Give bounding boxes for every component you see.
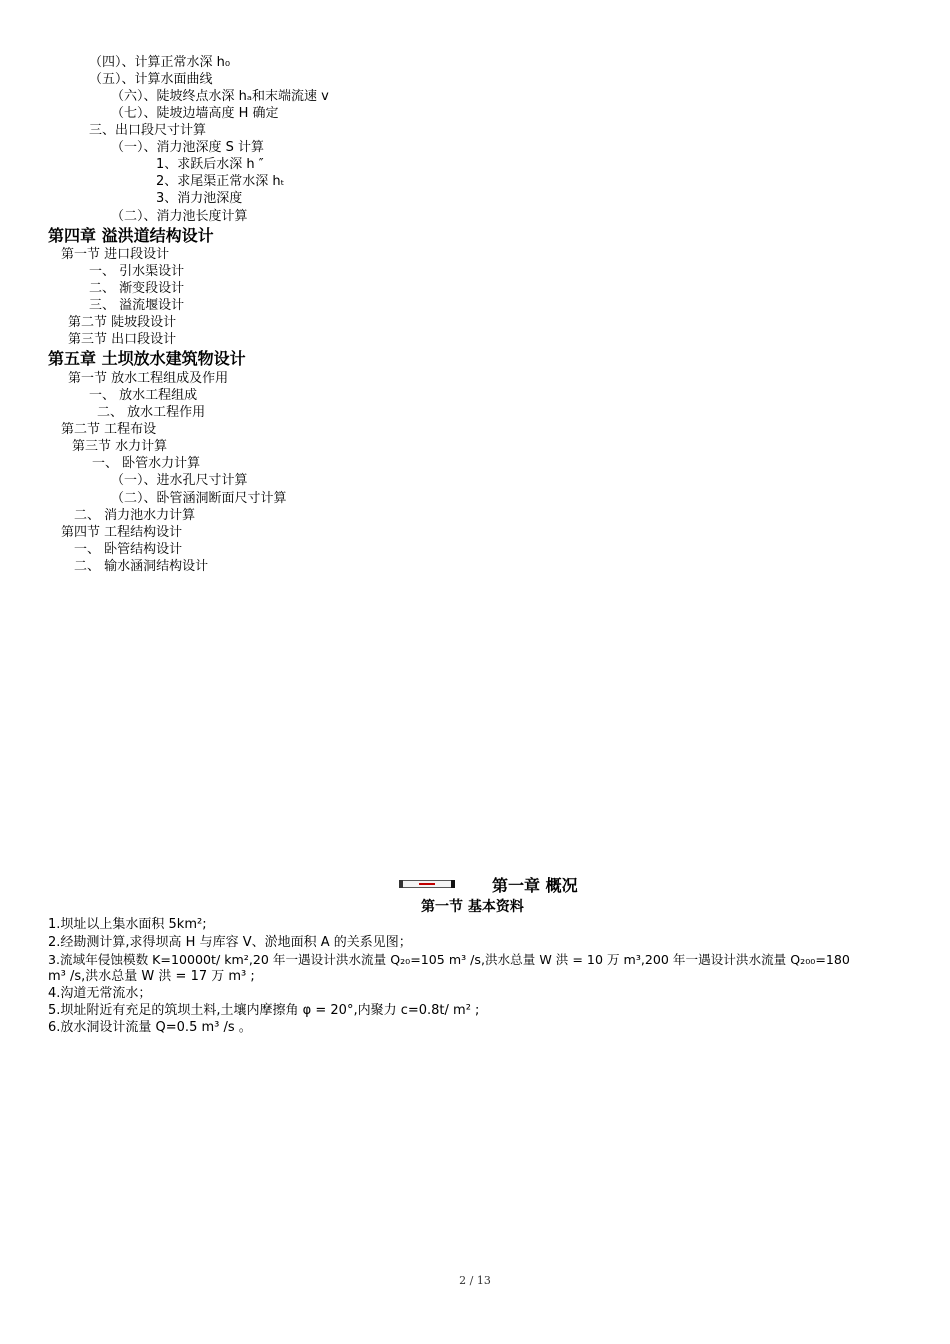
toc-chapter-4: 第四章 溢洪道结构设计 bbox=[48, 226, 214, 245]
toc-item-5-3-1-2: （二）、卧管涵洞断面尺寸计算 bbox=[111, 491, 287, 506]
toc-entry-3: 三、出口段尺寸计算 bbox=[89, 123, 207, 138]
body-line-2: 2.经勘测计算,求得坝高 H 与库容 V、淤地面积 A 的关系见图； bbox=[48, 935, 412, 950]
toc-entry-4-7: （七）、陡坡边墙高度 H 确定 bbox=[111, 106, 279, 121]
toc-entry-3-1-1: 1、求跃后水深 h ″ bbox=[156, 157, 264, 172]
toc-item-5-3-1: 一、 卧管水力计算 bbox=[92, 456, 201, 471]
toc-item-4-1-2: 二、 渐变段设计 bbox=[89, 281, 185, 296]
body-line-4: m³ /s,洪水总量 W 洪 = 17 万 m³ ; bbox=[48, 969, 255, 984]
toc-item-4-1-3: 三、 溢流堰设计 bbox=[89, 298, 185, 313]
body-line-1: 1.坝址以上集水面积 5km²; bbox=[48, 917, 207, 932]
toc-item-5-4-1: 一、 卧管结构设计 bbox=[74, 542, 183, 557]
toc-section-4-2: 第二节 陡坡段设计 bbox=[68, 315, 177, 330]
toc-section-4-3: 第三节 出口段设计 bbox=[68, 332, 177, 347]
toc-entry-3-1-2: 2、求尾渠正常水深 hₜ bbox=[156, 174, 285, 189]
toc-item-5-1-1: 一、 放水工程组成 bbox=[89, 388, 198, 403]
toc-section-5-3: 第三节 水力计算 bbox=[72, 439, 168, 454]
toc-item-5-3-2: 二、 消力池水力计算 bbox=[74, 508, 196, 523]
toc-section-5-2: 第二节 工程布设 bbox=[61, 422, 157, 437]
toc-entry-3-2: （二）、消力池长度计算 bbox=[111, 209, 248, 224]
toc-entry-4-5: （五）、计算水面曲线 bbox=[89, 72, 213, 87]
body-line-6: 5.坝址附近有充足的筑坝土料,土壤内摩擦角 φ = 20°,内聚力 c=0.8t/ m² ; bbox=[48, 1003, 480, 1018]
toc-chapter-5: 第五章 土坝放水建筑物设计 bbox=[48, 349, 246, 368]
body-line-3: 3.流域年侵蚀模数 K=10000t/ km²,20 年一遇设计洪水流量 Q₂₀=105 m³ /s,洪水总量 W 洪 = 10 万 m³,200 年一遇设计洪水流量 Q₂₀₀=180 bbox=[48, 952, 850, 967]
toc-item-5-3-1-1: （一）、进水孔尺寸计算 bbox=[111, 473, 248, 488]
body-line-5: 4.沟道无常流水； bbox=[48, 986, 152, 1001]
chapter-heading: 第一章 概况 bbox=[492, 876, 578, 895]
toc-item-5-4-2: 二、 输水涵洞结构设计 bbox=[74, 559, 209, 574]
toc-entry-4-6: （六）、陡坡终点水深 hₐ和末端流速 v bbox=[111, 89, 329, 104]
toc-entry-3-1: （一）、消力池深度 S 计算 bbox=[111, 140, 265, 155]
page-number: 2 / 13 bbox=[459, 1274, 491, 1287]
toc-entry-3-1-3: 3、消力池深度 bbox=[156, 191, 243, 206]
toc-item-5-1-2: 二、 放水工程作用 bbox=[97, 405, 206, 420]
toc-section-5-1: 第一节 放水工程组成及作用 bbox=[68, 371, 229, 386]
toc-section-4-1: 第一节 进口段设计 bbox=[61, 247, 170, 262]
section-heading: 第一节 基本资料 bbox=[421, 899, 524, 915]
body-line-7: 6.放水洞设计流量 Q=0.5 m³ /s 。 bbox=[48, 1020, 252, 1035]
toc-entry-4-4: （四）、计算正常水深 h₀ bbox=[89, 55, 231, 70]
toc-item-4-1-1: 一、 引水渠设计 bbox=[89, 264, 185, 279]
toc-section-5-4: 第四节 工程结构设计 bbox=[61, 525, 183, 540]
